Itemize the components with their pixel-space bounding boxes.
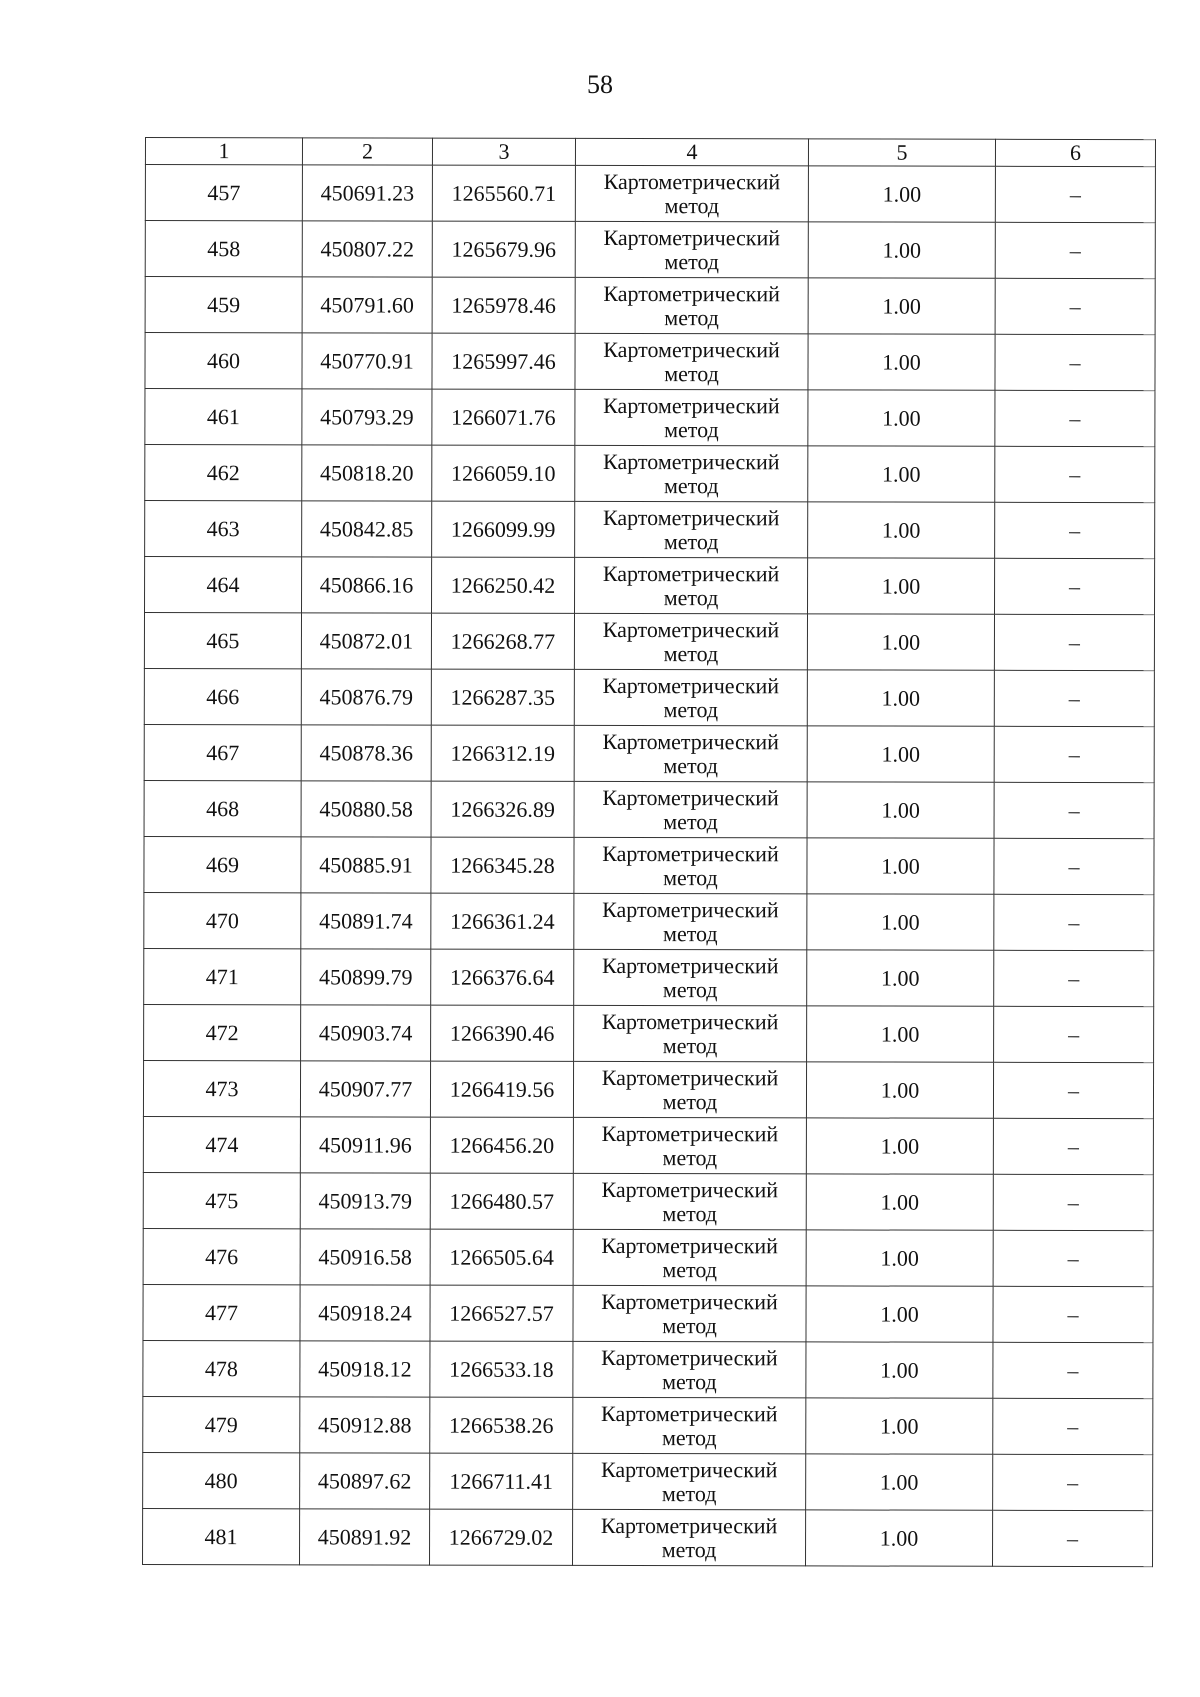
x-coordinate-cell: 450793.29 [302, 389, 432, 445]
table-body [143, 165, 1156, 1567]
method-line-2: метод [664, 360, 719, 386]
note-cell: – [993, 1286, 1153, 1342]
note-cell: – [993, 1174, 1153, 1230]
accuracy-cell: 1.00 [806, 1174, 993, 1230]
point-number-cell: 465 [144, 613, 301, 669]
y-coordinate-cell: 1265560.71 [432, 165, 575, 221]
x-coordinate-cell: 450912.88 [300, 1397, 430, 1453]
x-coordinate-cell: 450885.91 [301, 837, 431, 893]
accuracy-cell: 1.00 [806, 1510, 993, 1566]
column-header-3: 3 [432, 138, 575, 165]
method-line-2: метод [664, 248, 720, 274]
note-cell: – [993, 1118, 1153, 1174]
table-row [143, 1116, 1153, 1174]
note-cell: – [994, 950, 1154, 1006]
y-coordinate-cell: 1266361.24 [431, 893, 574, 949]
y-coordinate-cell: 1266729.02 [430, 1509, 573, 1565]
x-coordinate-cell: 450913.79 [300, 1173, 430, 1229]
table-row [144, 780, 1154, 838]
point-number-cell: 468 [144, 780, 301, 836]
table-row [144, 613, 1154, 671]
method-line-2: метод [663, 584, 719, 610]
table-row [143, 1284, 1153, 1342]
method-line-1: Картометрический [601, 1232, 778, 1258]
method-line-2: метод [662, 976, 718, 1002]
column-header-4: 4 [575, 138, 808, 165]
method-cell [574, 613, 807, 669]
point-number-cell: 466 [144, 668, 301, 724]
note-cell: – [994, 894, 1154, 950]
method-line-1: Картометрический [603, 392, 780, 418]
method-line-1: Картометрический [602, 616, 780, 642]
table-row [145, 333, 1155, 391]
note-cell: – [993, 1342, 1153, 1398]
accuracy-cell: 1.00 [807, 838, 994, 894]
point-number-cell: 457 [145, 165, 302, 221]
accuracy-cell: 1.00 [806, 1118, 993, 1174]
table-row [145, 501, 1155, 559]
table-row [144, 668, 1154, 726]
y-coordinate-cell: 1266527.57 [430, 1285, 573, 1341]
note-cell: – [995, 222, 1155, 278]
accuracy-cell: 1.00 [808, 558, 995, 614]
x-coordinate-cell: 450918.24 [300, 1285, 430, 1341]
method-line-2: метод [662, 1200, 718, 1226]
note-cell: – [995, 278, 1155, 334]
method-line-1: Картометрический [601, 1400, 778, 1426]
point-number-cell: 461 [145, 389, 302, 445]
method-line-1: Картометрический [603, 448, 780, 474]
point-number-cell: 473 [143, 1060, 300, 1116]
x-coordinate-cell: 450907.77 [300, 1061, 430, 1117]
point-number-cell: 472 [144, 1004, 301, 1060]
x-coordinate-cell: 450916.58 [300, 1229, 430, 1285]
accuracy-cell: 1.00 [807, 894, 994, 950]
x-coordinate-cell: 450872.01 [301, 613, 431, 669]
y-coordinate-cell: 1266538.26 [430, 1397, 573, 1453]
table-row [145, 165, 1155, 223]
accuracy-cell: 1.00 [806, 1062, 993, 1118]
note-cell: – [995, 166, 1155, 222]
method-line-1: Картометрический [602, 504, 780, 530]
method-cell [573, 1341, 806, 1397]
coordinates-table [142, 137, 1156, 1567]
method-line-2: метод [661, 1536, 717, 1562]
point-number-cell: 464 [145, 557, 302, 613]
x-coordinate-cell: 450897.62 [300, 1453, 430, 1509]
accuracy-cell: 1.00 [806, 1454, 993, 1510]
y-coordinate-cell: 1265679.96 [432, 221, 575, 277]
method-cell [575, 389, 808, 445]
method-cell [574, 837, 807, 893]
method-cell [574, 781, 807, 837]
method-line-1: Картометрический [601, 1120, 779, 1146]
method-cell [575, 445, 808, 501]
y-coordinate-cell: 1266711.41 [430, 1453, 573, 1509]
method-line-1: Картометрический [602, 672, 780, 698]
method-line-2: метод [664, 416, 719, 442]
note-cell: – [993, 1398, 1153, 1454]
table-header [145, 138, 1155, 167]
table-row [145, 389, 1155, 447]
note-cell: – [993, 1510, 1153, 1566]
method-line-2: метод [662, 1032, 718, 1058]
method-cell [574, 893, 807, 949]
accuracy-cell: 1.00 [807, 782, 994, 838]
x-coordinate-cell: 450903.74 [301, 1005, 431, 1061]
x-coordinate-cell: 450911.96 [300, 1117, 430, 1173]
method-line-1: Картометрический [603, 336, 780, 362]
point-number-cell: 479 [143, 1396, 300, 1452]
method-line-2: метод [662, 1312, 717, 1338]
method-line-1: Картометрический [602, 896, 779, 922]
accuracy-cell: 1.00 [808, 278, 995, 334]
table-row [143, 1060, 1153, 1118]
x-coordinate-cell: 450791.60 [302, 277, 432, 333]
y-coordinate-cell: 1266345.28 [431, 837, 574, 893]
method-cell [574, 725, 807, 781]
x-coordinate-cell: 450876.79 [301, 669, 431, 725]
x-coordinate-cell: 450891.92 [300, 1509, 430, 1565]
method-line-2: метод [661, 1480, 717, 1506]
table-row [144, 892, 1154, 950]
note-cell: – [993, 1454, 1153, 1510]
point-number-cell: 467 [144, 724, 301, 780]
method-cell [575, 557, 808, 613]
accuracy-cell: 1.00 [806, 1230, 993, 1286]
method-line-1: Картометрический [601, 952, 779, 978]
method-line-2: метод [661, 1424, 717, 1450]
table-row [143, 1172, 1153, 1230]
accuracy-cell: 1.00 [808, 502, 995, 558]
point-number-cell: 477 [143, 1284, 300, 1340]
accuracy-cell: 1.00 [808, 166, 995, 222]
point-number-cell: 458 [145, 221, 302, 277]
point-number-cell: 469 [144, 836, 301, 892]
y-coordinate-cell: 1266268.77 [431, 613, 574, 669]
method-cell [574, 1005, 807, 1061]
method-cell [573, 1117, 806, 1173]
method-line-1: Картометрический [603, 280, 780, 306]
method-line-2: метод [662, 1144, 718, 1170]
note-cell: – [994, 614, 1154, 670]
table-row [143, 1508, 1153, 1566]
method-line-2: метод [662, 1368, 717, 1394]
table-row [145, 221, 1155, 279]
accuracy-cell: 1.00 [807, 614, 994, 670]
method-line-1: Картометрический [602, 560, 780, 586]
method-line-2: метод [662, 1256, 717, 1282]
note-cell: – [994, 838, 1154, 894]
point-number-cell: 470 [144, 892, 301, 948]
note-cell: – [995, 502, 1155, 558]
method-line-1: Картометрический [600, 1456, 778, 1482]
y-coordinate-cell: 1265997.46 [432, 333, 575, 389]
point-number-cell: 475 [143, 1172, 300, 1228]
page-number: 58 [587, 70, 613, 99]
method-cell [573, 1061, 806, 1117]
method-cell [575, 333, 808, 389]
method-cell [573, 1285, 806, 1341]
accuracy-cell: 1.00 [807, 1006, 994, 1062]
accuracy-cell: 1.00 [806, 1398, 993, 1454]
x-coordinate-cell: 450866.16 [302, 557, 432, 613]
method-line-2: метод [662, 1088, 718, 1114]
method-cell [574, 949, 807, 1005]
y-coordinate-cell: 1266071.76 [432, 389, 575, 445]
x-coordinate-cell: 450842.85 [302, 501, 432, 557]
table-row [144, 836, 1154, 894]
accuracy-cell: 1.00 [807, 670, 994, 726]
x-coordinate-cell: 450770.91 [302, 333, 432, 389]
method-cell [575, 501, 808, 557]
note-cell: – [993, 1062, 1153, 1118]
method-cell [575, 165, 808, 221]
x-coordinate-cell: 450818.20 [302, 445, 432, 501]
point-number-cell: 459 [145, 277, 302, 333]
point-number-cell: 478 [143, 1340, 300, 1396]
method-line-1: Картометрический [603, 224, 781, 250]
y-coordinate-cell: 1266419.56 [430, 1061, 573, 1117]
point-number-cell: 463 [145, 501, 302, 557]
table-row [144, 948, 1154, 1006]
y-coordinate-cell: 1266326.89 [431, 781, 574, 837]
table-row [143, 1452, 1153, 1510]
point-number-cell: 480 [143, 1452, 300, 1508]
method-cell [575, 277, 808, 333]
method-line-1: Картометрический [602, 728, 779, 754]
method-cell [573, 1453, 806, 1509]
note-cell: – [995, 446, 1155, 502]
point-number-cell: 476 [143, 1228, 300, 1284]
note-cell: – [994, 1006, 1154, 1062]
table-row [145, 445, 1155, 503]
note-cell: – [993, 1230, 1153, 1286]
column-header-6: 6 [995, 139, 1155, 166]
method-line-1: Картометрический [602, 840, 779, 866]
x-coordinate-cell: 450878.36 [301, 725, 431, 781]
accuracy-cell: 1.00 [808, 390, 995, 446]
note-cell: – [995, 390, 1155, 446]
point-number-cell: 471 [144, 948, 301, 1004]
method-line-2: метод [663, 696, 719, 722]
point-number-cell: 462 [145, 445, 302, 501]
method-line-2: метод [663, 808, 718, 834]
method-line-2: метод [663, 920, 718, 946]
method-cell [573, 1397, 806, 1453]
y-coordinate-cell: 1266250.42 [432, 557, 575, 613]
table-row [145, 277, 1155, 335]
table-row [143, 1340, 1153, 1398]
method-line-1: Картометрический [601, 1288, 778, 1314]
method-line-1: Картометрический [601, 1064, 779, 1090]
point-number-cell: 474 [143, 1116, 300, 1172]
method-cell [574, 669, 807, 725]
method-cell [573, 1229, 806, 1285]
column-header-5: 5 [808, 139, 995, 166]
y-coordinate-cell: 1266480.57 [430, 1173, 573, 1229]
method-line-1: Картометрический [602, 784, 779, 810]
table-row [143, 1396, 1153, 1454]
method-line-1: Картометрический [603, 168, 781, 194]
method-line-1: Картометрический [601, 1344, 778, 1370]
x-coordinate-cell: 450891.74 [301, 893, 431, 949]
note-cell: – [995, 558, 1155, 614]
x-coordinate-cell: 450899.79 [301, 949, 431, 1005]
y-coordinate-cell: 1266390.46 [431, 1005, 574, 1061]
y-coordinate-cell: 1266059.10 [432, 445, 575, 501]
table-row [144, 724, 1154, 782]
table-row [145, 557, 1155, 615]
note-cell: – [994, 670, 1154, 726]
accuracy-cell: 1.00 [806, 1342, 993, 1398]
accuracy-cell: 1.00 [807, 950, 994, 1006]
x-coordinate-cell: 450880.58 [301, 781, 431, 837]
accuracy-cell: 1.00 [806, 1286, 993, 1342]
table-row [144, 1004, 1154, 1062]
x-coordinate-cell: 450918.12 [300, 1341, 430, 1397]
column-header-2: 2 [302, 138, 432, 165]
method-cell [575, 221, 808, 277]
y-coordinate-cell: 1265978.46 [432, 277, 575, 333]
accuracy-cell: 1.00 [808, 446, 995, 502]
method-line-2: метод [663, 864, 718, 890]
method-line-2: метод [663, 752, 718, 778]
method-line-1: Картометрический [600, 1512, 778, 1538]
table-row [143, 1228, 1153, 1286]
method-line-2: метод [664, 304, 719, 330]
accuracy-cell: 1.00 [808, 222, 995, 278]
point-number-cell: 460 [145, 333, 302, 389]
x-coordinate-cell: 450691.23 [302, 165, 432, 221]
y-coordinate-cell: 1266505.64 [430, 1229, 573, 1285]
method-line-2: метод [663, 472, 719, 498]
method-cell [573, 1509, 806, 1565]
header-row [145, 138, 1155, 167]
note-cell: – [995, 334, 1155, 390]
point-number-cell: 481 [143, 1508, 300, 1564]
method-cell [573, 1173, 806, 1229]
y-coordinate-cell: 1266099.99 [432, 501, 575, 557]
method-line-1: Картометрический [601, 1008, 779, 1034]
column-header-1: 1 [145, 138, 302, 165]
y-coordinate-cell: 1266533.18 [430, 1341, 573, 1397]
accuracy-cell: 1.00 [807, 726, 994, 782]
method-line-2: метод [663, 640, 719, 666]
method-line-2: метод [663, 528, 719, 554]
method-line-2: метод [664, 192, 720, 218]
x-coordinate-cell: 450807.22 [302, 221, 432, 277]
y-coordinate-cell: 1266287.35 [431, 669, 574, 725]
y-coordinate-cell: 1266376.64 [431, 949, 574, 1005]
method-line-1: Картометрический [601, 1176, 779, 1202]
note-cell: – [994, 782, 1154, 838]
y-coordinate-cell: 1266312.19 [431, 725, 574, 781]
accuracy-cell: 1.00 [808, 334, 995, 390]
note-cell: – [994, 726, 1154, 782]
y-coordinate-cell: 1266456.20 [430, 1117, 573, 1173]
